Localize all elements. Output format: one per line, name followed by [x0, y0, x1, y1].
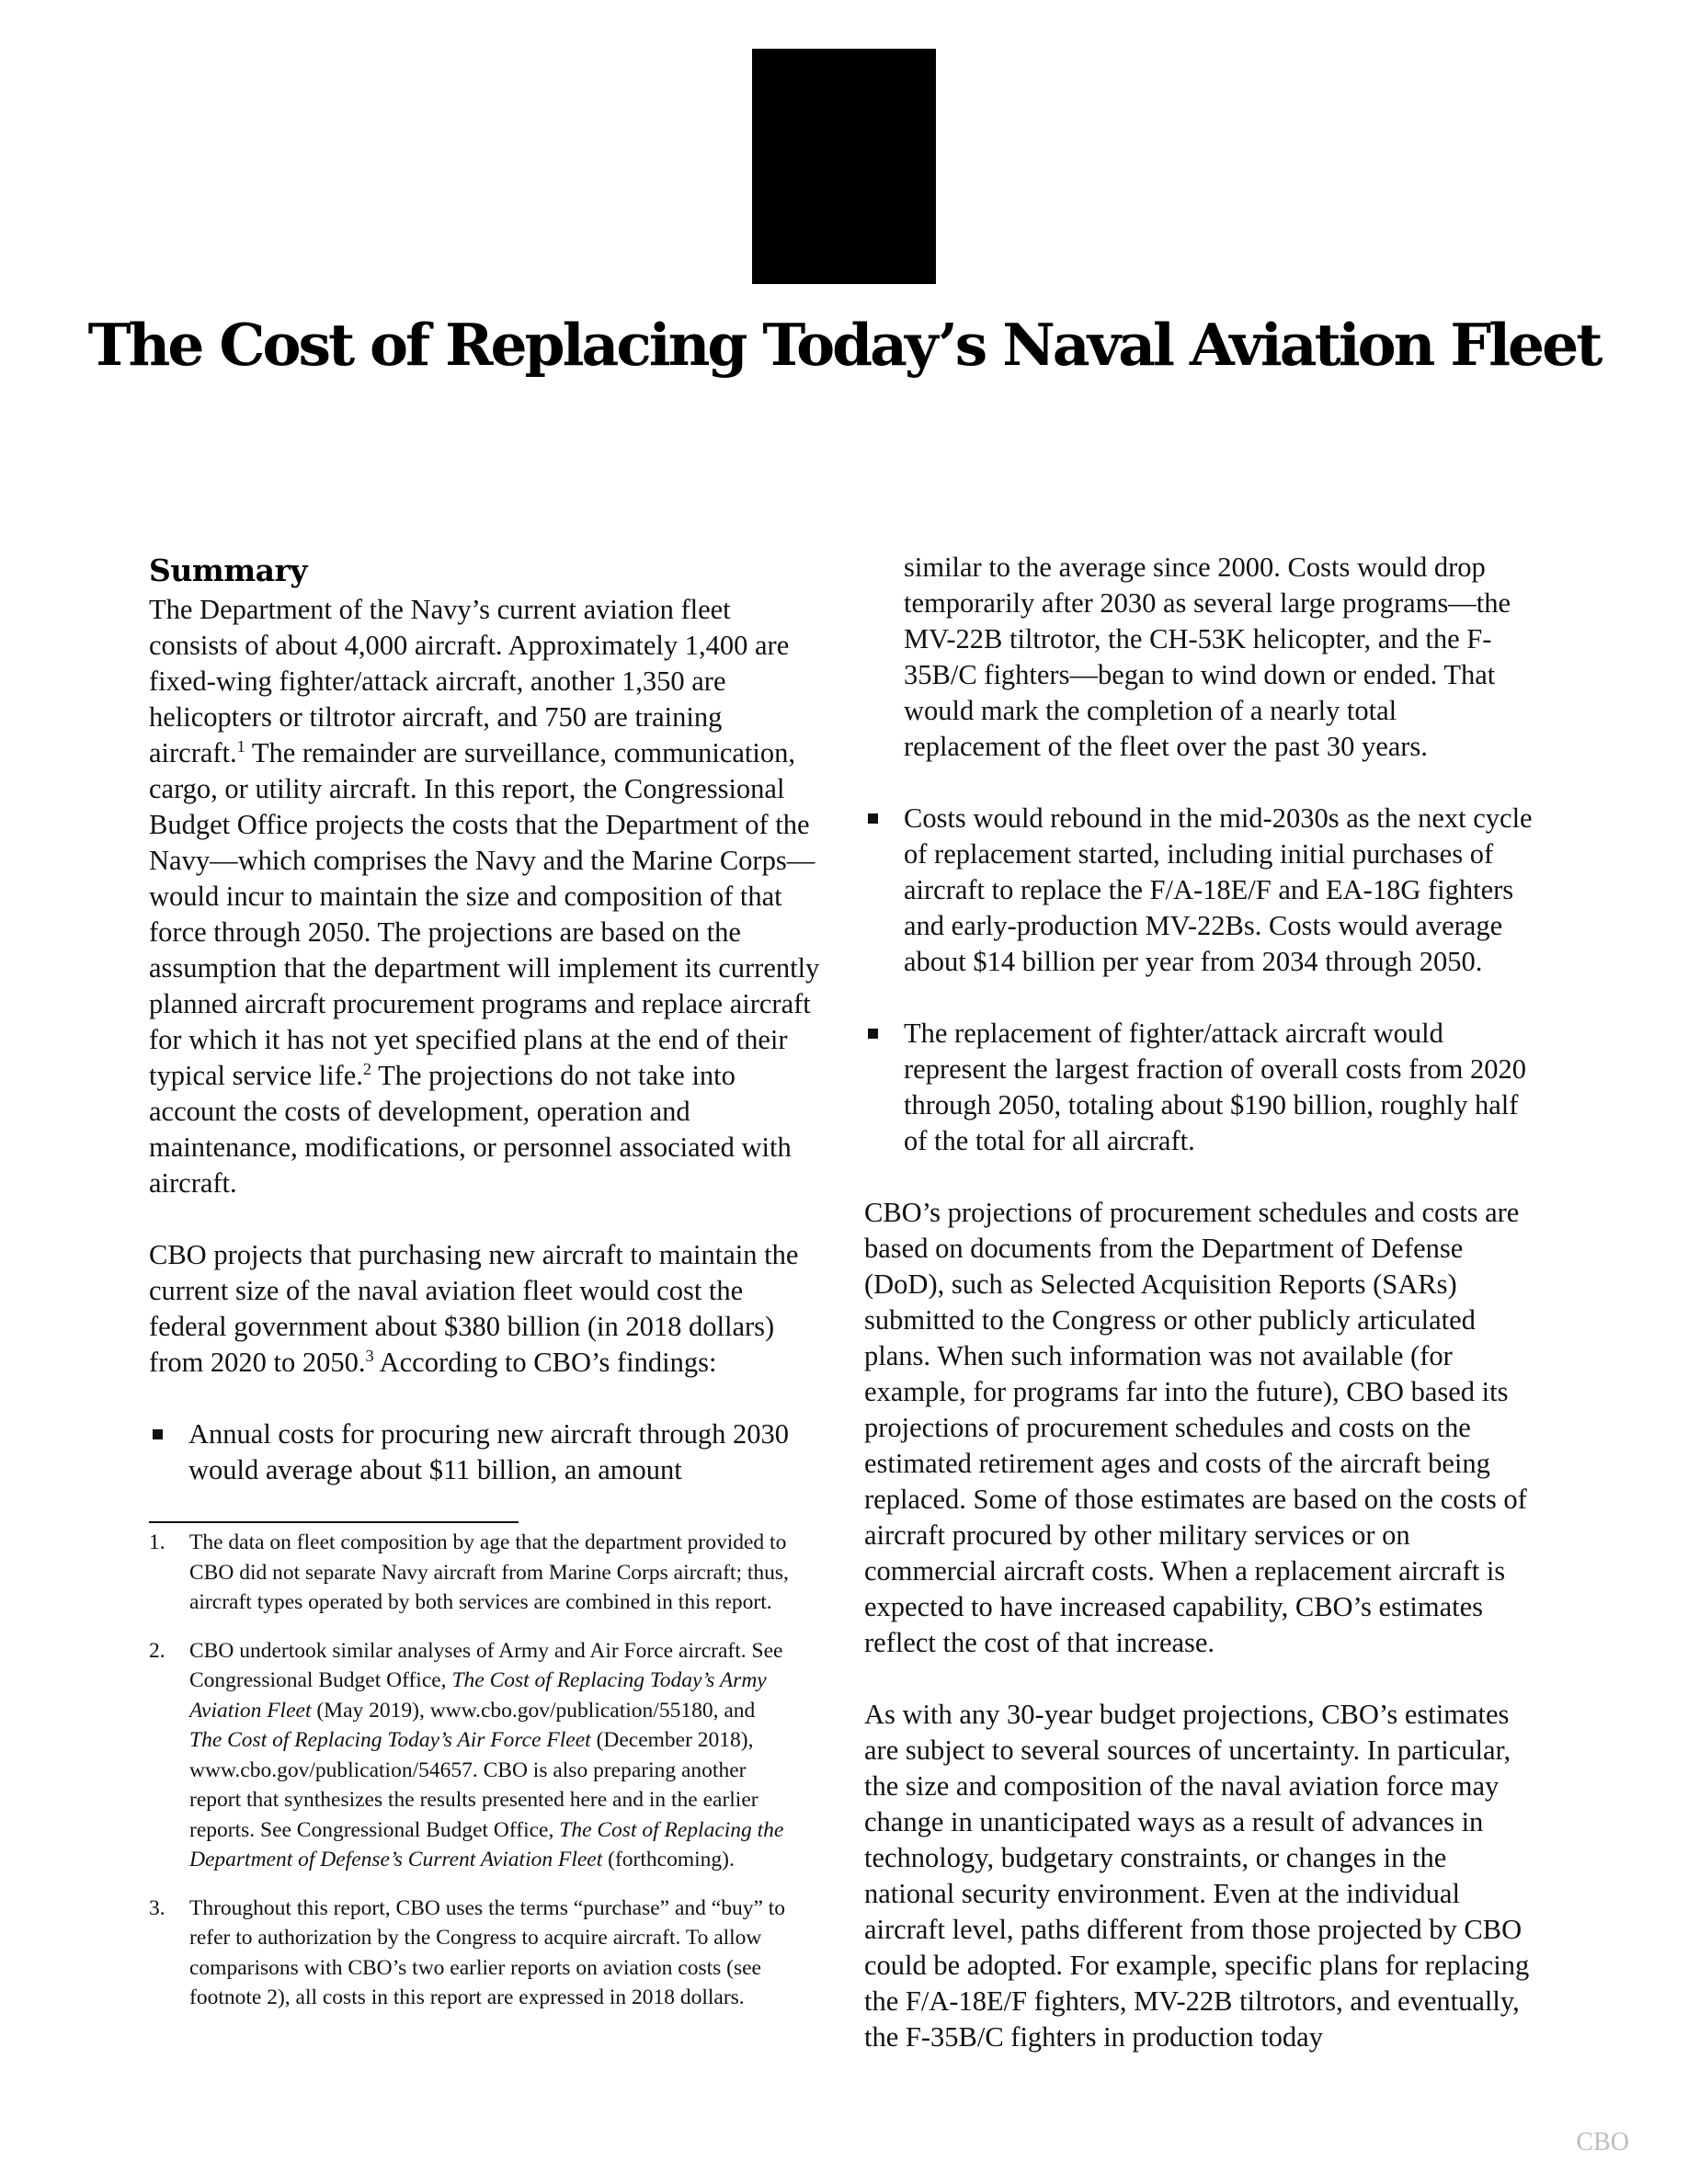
finding-item-2: Costs would rebound in the mid-2030s as the next cycle of replacement started, including initial purchases of aircraft to replace the F/A-18E/F and EA-18G fighters and early-production MV-22Bs. Costs would average about $14 billion per year from 2034 through 2050. [864, 801, 1540, 980]
report-citation-air-force: The Cost of Replacing Today’s Air Force Fleet [189, 1728, 591, 1752]
footnote-ref-3[interactable]: 3 [365, 1346, 374, 1365]
uncertainty-paragraph: As with any 30-year budget projections, CBO’s estimates are subject to several sources of uncertainty. In particular, the size and composition of the naval aviation force may change in unanticipated ways as a result of advances in technology, budgetary constraints, or changes in the national security environment. Even at the individual aircraft level, paths different from those projected by CBO could be adopted. For example, specific plans for replacing the F/A-18E/F fighters, MV-22B tiltrotors, and eventually, the F-35B/C fighters in production today [864, 1699, 1530, 2053]
footnote-2: 2. CBO undertook similar analyses of Army and Air Force aircraft. See Congressional Budget Office, The Cost of Replacing Today’s Army Aviation Fleet (May 2019), www.cbo.gov/publication/55180, and The Cost of Replacing Today’s Air Force Fleet (December 2018), www.cbo.gov/publication/54657. CBO is also preparing another report that synthesizes the results presented here and in the earlier reports. See Congressional Budget Office, The Cost of Replacing the Department of Defense’s Current Aviation Fleet (forthcoming). [149, 1636, 793, 1875]
footnote-number: 1. [149, 1530, 165, 1554]
footnote-text: The data on fleet composition by age that the department provided to CBO did not separate Navy aircraft from Marine Corps aircraft; thus, aircraft types operated by both services are combined in this report. [189, 1530, 789, 1614]
footnote-1 [149, 1528, 793, 1618]
finding-item-1-continued: similar to the average since 2000. Costs would drop temporarily after 2030 as several large programs—the MV-22B tiltrotor, the CH-53K helicopter, and the F-35B/C fighters—began to wind down or ended. That would mark the completion of a nearly total replacement of the fleet over the past 30 years. [904, 552, 1511, 762]
footnotes [149, 1528, 793, 2031]
square-bullet-icon [868, 813, 878, 824]
header-black-block [752, 49, 936, 284]
finding-item-1: Annual costs for procuring new aircraft through 2030 would average about $11 billion, an amount [149, 1416, 820, 1488]
summary-paragraph-1: The Department of the Navy’s current aviation fleet consists of about 4,000 aircraft. Approximately 1,400 are fixed-wing fighter/attack aircraft, another 1,350 are helicopters or tiltrotor aircraft, and 750 are training aircraft.$^1$ The remainder are surveillance, communication, cargo, or utility aircraft. In this report, the Congressional Budget Office projects the costs that the Department of the Navy—which comprises the Navy and the Marine Corps—would incur to maintain the size and composition of that force through 2050. The projections are based on the assumption that the department will implement its currently planned aircraft procurement programs and replace aircraft for which it has not yet specified plans at the end of their typical service life.$^2$ The projections do not take into account the costs of development, operation and maintenance, modifications, or personnel associated with aircraft. [149, 594, 820, 1199]
summary-paragraph-2: CBO projects that purchasing new aircraft to maintain the current size of the naval aviation fleet would cost the federal government about $380 billion (in 2018 dollars) from 2020 to 2050.$^3$ According to CBO’s findings: [149, 1239, 799, 1378]
finding-item-3: The replacement of fighter/attack aircraft would represent the largest fraction of overall costs from 2020 through 2050, totaling about $190 billion, roughly half of the total for all aircraft. [864, 1016, 1540, 1159]
report-citation-dod: The Cost of Replacing the Department of Defense’s Current Aviation Fleet [189, 1817, 784, 1871]
footnote-ref-2[interactable]: 2 [362, 1059, 372, 1078]
right-column [864, 550, 1540, 2055]
footnote-ref-1[interactable]: 1 [236, 736, 245, 756]
page-footer-mark: CBO [1576, 2128, 1629, 2156]
report-citation-army: The Cost of Replacing Today’s Army Aviation Fleet [189, 1668, 767, 1723]
square-bullet-icon [153, 1429, 163, 1439]
findings-list-continued [864, 801, 1540, 1159]
footnote-number: 3. [149, 1895, 165, 1920]
methodology-paragraph: CBO’s projections of procurement schedules and costs are based on documents from the Department of Defense (DoD), such as Selected Acquisition Reports (SARs) submitted to the Congress or other publicly articulated plans. When such information was not available (for example, for programs far into the future), CBO based its projections of procurement schedules and costs on the estimated retirement ages and costs of the aircraft being replaced. Some of those estimates are based on the costs of aircraft procured by other military services or on commercial aircraft costs. When a replacement aircraft is expected to have increased capability, CBO’s estimates reflect the cost of that increase. [864, 1197, 1527, 1658]
page-title: The Cost of Replacing Today’s Naval Aviation Fleet [87, 311, 1601, 379]
footnote-3 [149, 1894, 793, 2013]
square-bullet-icon [868, 1029, 878, 1039]
summary-heading: Summary [149, 552, 308, 588]
left-column [149, 550, 820, 1524]
footnote-divider [149, 1521, 519, 1523]
findings-list [149, 1416, 820, 1488]
footnote-number: 2. [149, 1638, 165, 1663]
footnote-text: Throughout this report, CBO uses the terms “purchase” and “buy” to refer to authorization by the Congress to acquire aircraft. To allow comparisons with CBO’s two earlier reports on aviation costs (see footnote 2), all costs in this report are expressed in 2018 dollars. [189, 1895, 786, 2009]
